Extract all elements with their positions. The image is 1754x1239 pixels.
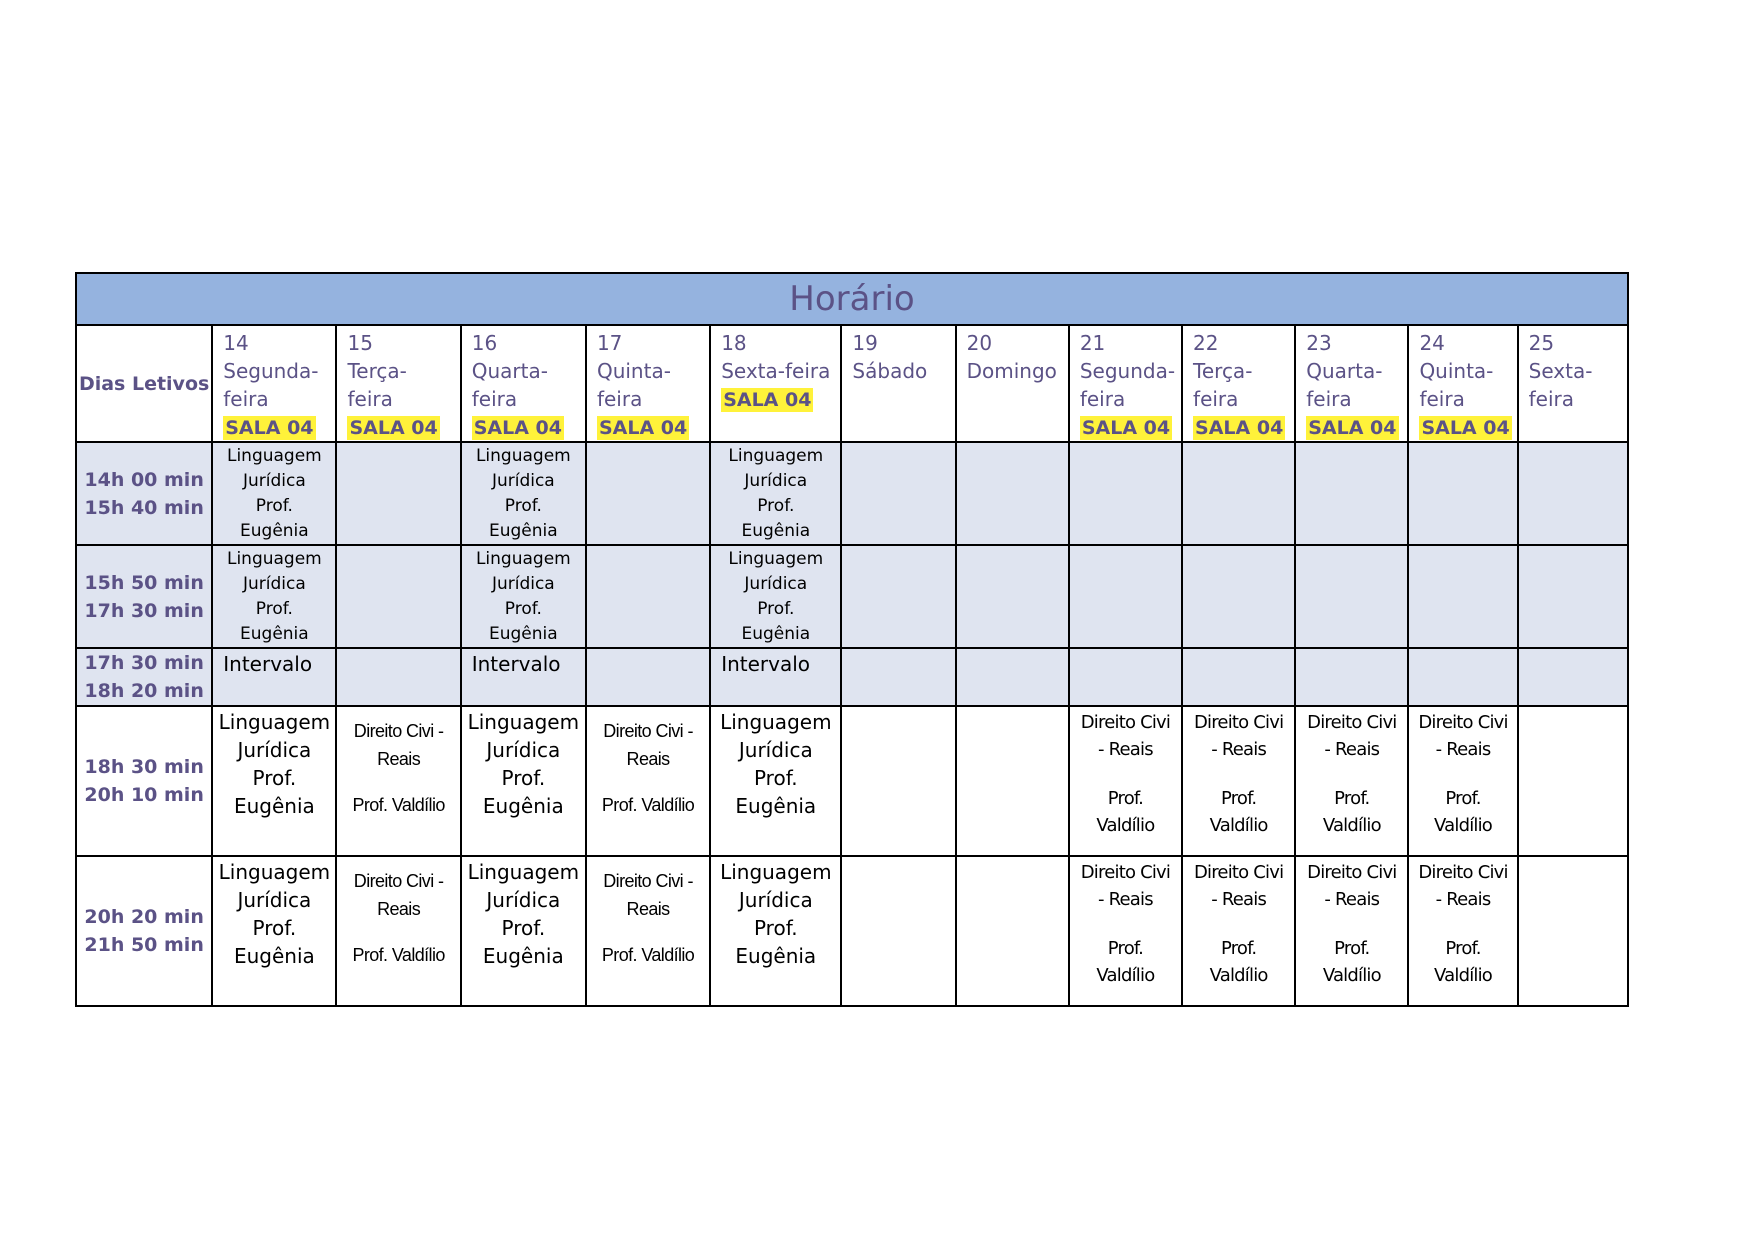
- class-line: Linguagem: [475, 446, 571, 466]
- slot-end: 18h 20 min: [84, 680, 204, 702]
- day-header: [586, 325, 710, 442]
- day-number: 14: [223, 331, 249, 355]
- empty-cell: [1069, 545, 1182, 648]
- spacer: [337, 923, 459, 941]
- day-name: Quinta-: [1419, 359, 1494, 383]
- class-line: - Reais: [1324, 739, 1380, 760]
- class-cell: [1182, 856, 1295, 1006]
- class-line: Jurídica: [744, 471, 808, 491]
- day-name: feira: [1193, 387, 1239, 411]
- day-header: [1408, 325, 1517, 442]
- day-name: feira: [471, 387, 518, 411]
- day-name: Sexta-feira: [721, 359, 831, 383]
- class-line: Prof.: [1107, 788, 1144, 809]
- empty-cell: [1518, 442, 1628, 545]
- empty-cell: [1069, 442, 1182, 545]
- class-line: Prof. Valdílio: [601, 945, 695, 965]
- class-line: Eugênia: [482, 794, 564, 818]
- day-number: 19: [852, 331, 878, 355]
- room-badge: SALA 04: [1308, 417, 1397, 439]
- time-slot: [76, 545, 212, 648]
- slot-start: 17h 30 min: [84, 652, 204, 674]
- class-line: Prof.: [1220, 788, 1257, 809]
- day-header: [336, 325, 460, 442]
- days-header-row: [76, 325, 1628, 442]
- spacer: [1070, 763, 1181, 785]
- class-line: Direito Civi -: [353, 871, 444, 891]
- class-cell: [1069, 856, 1182, 1006]
- day-number: 20: [966, 331, 993, 355]
- empty-cell: [1408, 442, 1517, 545]
- day-header: [1069, 325, 1182, 442]
- room-badge: SALA 04: [598, 417, 688, 439]
- class-line: Prof.: [1220, 938, 1257, 959]
- class-line: Reais: [626, 899, 670, 919]
- empty-cell: [1182, 442, 1295, 545]
- class-line: Prof. Valdílio: [352, 945, 445, 965]
- class-line: Valdílio: [1209, 965, 1268, 986]
- class-cell: [212, 545, 336, 648]
- class-line: Eugênia: [488, 521, 558, 541]
- class-line: Linguagem: [467, 860, 580, 884]
- class-line: Prof.: [753, 766, 798, 790]
- class-line: Eugênia: [735, 794, 817, 818]
- class-cell: [461, 706, 586, 856]
- class-line: Prof. Valdílio: [601, 795, 695, 815]
- class-line: Linguagem: [218, 860, 331, 884]
- empty-cell: [336, 545, 460, 648]
- class-line: - Reais: [1098, 739, 1153, 760]
- class-line: Prof.: [757, 496, 795, 516]
- class-line: Valdílio: [1209, 815, 1268, 836]
- empty-cell: [841, 706, 955, 856]
- empty-cell: [841, 856, 955, 1006]
- empty-cell: [1182, 545, 1295, 648]
- time-slot-row: [76, 545, 1628, 648]
- time-slot-row: [76, 706, 1628, 856]
- empty-cell: [1295, 545, 1408, 648]
- class-line: Direito Civi -: [353, 721, 444, 741]
- slot-start: 14h 00 min: [84, 468, 204, 491]
- slot-end: 21h 50 min: [84, 934, 204, 956]
- class-line: - Reais: [1435, 889, 1491, 910]
- class-line: Valdílio: [1322, 965, 1381, 986]
- schedule-title: Horário: [76, 273, 1628, 325]
- empty-cell: [336, 442, 460, 545]
- day-name: Segunda-: [223, 359, 319, 383]
- class-line: Prof.: [252, 766, 297, 790]
- time-slot: [76, 648, 212, 706]
- class-cell: [461, 545, 586, 648]
- empty-cell: [1518, 856, 1628, 1006]
- slot-start: 15h 50 min: [84, 571, 204, 594]
- class-line: Prof.: [504, 496, 542, 516]
- empty-cell: [841, 545, 955, 648]
- class-line: Eugênia: [741, 521, 811, 541]
- day-name: Domingo: [966, 359, 1057, 383]
- class-line: Reais: [377, 899, 421, 919]
- class-line: - Reais: [1435, 739, 1491, 760]
- class-line: Eugênia: [233, 794, 315, 818]
- class-line: Valdílio: [1434, 965, 1493, 986]
- class-line: Prof.: [1445, 788, 1481, 809]
- class-line: Prof.: [255, 496, 293, 516]
- empty-cell: [1408, 545, 1517, 648]
- class-line: Eugênia: [735, 944, 817, 968]
- spacer: [1409, 763, 1516, 785]
- class-line: Valdílio: [1322, 815, 1381, 836]
- day-name: Terça-: [347, 359, 407, 383]
- class-line: Direito Civi: [1418, 712, 1508, 733]
- day-number: 16: [471, 331, 498, 355]
- class-line: Linguagem: [728, 549, 824, 569]
- empty-cell: [586, 648, 710, 706]
- day-name: Quinta-: [596, 359, 671, 383]
- class-line: Prof.: [1334, 938, 1370, 959]
- time-slot: [76, 706, 212, 856]
- room-badge: SALA 04: [723, 389, 812, 411]
- class-line: Prof. Valdílio: [352, 795, 445, 815]
- empty-cell: [586, 545, 710, 648]
- time-slot: [76, 442, 212, 545]
- day-header: [841, 325, 955, 442]
- empty-cell: [956, 545, 1069, 648]
- day-header: [1182, 325, 1295, 442]
- class-line: Jurídica: [738, 738, 813, 762]
- interval-cell: Intervalo: [710, 648, 841, 706]
- class-line: - Reais: [1098, 889, 1153, 910]
- class-cell: [461, 856, 586, 1006]
- schedule-body: [76, 442, 1628, 1006]
- class-cell: [710, 545, 841, 648]
- spacer: [1183, 913, 1294, 935]
- class-cell: [586, 706, 710, 856]
- time-slot: [76, 856, 212, 1006]
- empty-cell: [841, 442, 955, 545]
- spacer: [337, 773, 459, 791]
- class-line: Jurídica: [242, 471, 306, 491]
- interval-cell: Intervalo: [461, 648, 586, 706]
- class-line: Jurídica: [491, 574, 555, 594]
- room-badge: SALA 04: [1081, 417, 1171, 439]
- spacer: [1296, 913, 1407, 935]
- spacer: [1070, 913, 1181, 935]
- day-name: Quarta-: [1306, 359, 1383, 383]
- class-line: Linguagem: [720, 710, 832, 734]
- day-header: [212, 325, 336, 442]
- empty-cell: [336, 648, 460, 706]
- room-badge: SALA 04: [225, 417, 314, 439]
- class-line: Direito Civi -: [603, 871, 693, 891]
- class-line: Linguagem: [720, 860, 832, 884]
- slot-end: 20h 10 min: [84, 784, 204, 806]
- class-line: Reais: [377, 749, 421, 769]
- class-cell: [336, 856, 460, 1006]
- class-line: Jurídica: [237, 738, 312, 762]
- class-line: Jurídica: [486, 888, 561, 912]
- day-header: [710, 325, 841, 442]
- class-line: Prof.: [255, 599, 293, 619]
- class-line: - Reais: [1211, 889, 1267, 910]
- class-line: Prof.: [501, 916, 546, 940]
- class-cell: [710, 856, 841, 1006]
- schedule-table: [75, 272, 1629, 1007]
- class-line: Eugênia: [482, 944, 564, 968]
- room-badge: SALA 04: [1195, 417, 1284, 439]
- class-cell: [212, 442, 336, 545]
- class-line: Direito Civi: [1307, 862, 1397, 883]
- class-line: Eugênia: [233, 944, 315, 968]
- day-number: 25: [1528, 331, 1555, 355]
- class-line: Valdílio: [1096, 965, 1155, 986]
- class-cell: [336, 706, 460, 856]
- day-number: 23: [1306, 331, 1332, 355]
- day-name: feira: [1419, 387, 1465, 411]
- class-line: Prof.: [1107, 938, 1144, 959]
- class-line: Jurídica: [491, 471, 555, 491]
- class-cell: [1295, 706, 1408, 856]
- class-line: Prof.: [1334, 788, 1370, 809]
- empty-cell: [586, 442, 710, 545]
- day-name: Sábado: [852, 359, 928, 383]
- room-badge: SALA 04: [1421, 417, 1510, 439]
- spacer: [1409, 913, 1516, 935]
- time-slot-row: [76, 442, 1628, 545]
- day-name: feira: [347, 387, 393, 411]
- class-cell: [1069, 706, 1182, 856]
- day-name: feira: [223, 387, 269, 411]
- day-name: Terça-: [1193, 359, 1253, 383]
- class-cell: [586, 856, 710, 1006]
- empty-cell: [1182, 648, 1295, 706]
- class-cell: [710, 442, 841, 545]
- empty-cell: [956, 706, 1069, 856]
- day-header: [1518, 325, 1628, 442]
- class-line: Linguagem: [226, 446, 322, 466]
- day-number: 15: [347, 331, 373, 355]
- day-header: [461, 325, 586, 442]
- slot-end: 15h 40 min: [84, 496, 204, 519]
- spacer: [1183, 763, 1294, 785]
- class-line: Prof.: [757, 599, 795, 619]
- empty-cell: [956, 442, 1069, 545]
- empty-cell: [1295, 648, 1408, 706]
- day-number: 24: [1419, 331, 1445, 355]
- class-line: Eugênia: [240, 624, 309, 644]
- room-badge: SALA 04: [349, 417, 438, 439]
- empty-cell: [1295, 442, 1408, 545]
- class-line: Linguagem: [475, 549, 571, 569]
- day-name: Sexta-: [1528, 359, 1593, 383]
- day-header: [956, 325, 1069, 442]
- class-line: Eugênia: [741, 624, 811, 644]
- day-name: feira: [1079, 387, 1126, 411]
- class-cell: [1408, 706, 1517, 856]
- class-line: Prof.: [504, 599, 542, 619]
- class-line: Jurídica: [242, 574, 306, 594]
- slot-end: 17h 30 min: [84, 599, 204, 622]
- empty-cell: [1518, 545, 1628, 648]
- class-cell: [212, 706, 336, 856]
- class-line: - Reais: [1324, 889, 1380, 910]
- empty-cell: [1408, 648, 1517, 706]
- day-number: 17: [596, 331, 623, 355]
- class-line: Jurídica: [738, 888, 813, 912]
- day-number: 18: [721, 331, 747, 355]
- class-line: Prof.: [501, 766, 546, 790]
- slot-start: 18h 30 min: [84, 756, 204, 778]
- day-name: Quarta-: [471, 359, 548, 383]
- day-number: 22: [1193, 331, 1219, 355]
- slot-start: 20h 20 min: [84, 906, 204, 928]
- empty-cell: [956, 856, 1069, 1006]
- class-line: - Reais: [1211, 739, 1267, 760]
- empty-cell: [841, 648, 955, 706]
- day-name: feira: [596, 387, 643, 411]
- class-line: Jurídica: [237, 888, 312, 912]
- class-line: Direito Civi: [1080, 712, 1171, 733]
- class-line: Eugênia: [488, 624, 558, 644]
- time-slot-row: [76, 648, 1628, 706]
- class-line: Prof.: [1445, 938, 1481, 959]
- empty-cell: [956, 648, 1069, 706]
- room-badge: SALA 04: [473, 417, 562, 439]
- empty-cell: [1518, 706, 1628, 856]
- class-cell: [461, 442, 586, 545]
- day-name: feira: [1306, 387, 1352, 411]
- day-header: [1295, 325, 1408, 442]
- spacer: [587, 773, 709, 791]
- class-cell: [1408, 856, 1517, 1006]
- class-line: Eugênia: [240, 521, 309, 541]
- class-line: Jurídica: [486, 738, 561, 762]
- spacer: [587, 923, 709, 941]
- class-line: Prof.: [252, 916, 297, 940]
- spacer: [1296, 763, 1407, 785]
- time-slot-row: [76, 856, 1628, 1006]
- class-cell: [1182, 706, 1295, 856]
- class-cell: [212, 856, 336, 1006]
- class-line: Direito Civi: [1080, 862, 1171, 883]
- class-line: Linguagem: [728, 446, 824, 466]
- empty-cell: [1069, 648, 1182, 706]
- class-line: Linguagem: [218, 710, 331, 734]
- class-cell: [710, 706, 841, 856]
- day-name: Segunda-: [1079, 359, 1176, 383]
- class-line: Direito Civi: [1193, 862, 1284, 883]
- class-cell: [1295, 856, 1408, 1006]
- class-line: Prof.: [753, 916, 798, 940]
- school-days-label: Dias Letivos: [76, 325, 212, 442]
- class-line: Jurídica: [744, 574, 808, 594]
- class-line: Direito Civi: [1418, 862, 1508, 883]
- class-line: Linguagem: [467, 710, 580, 734]
- class-line: Direito Civi: [1193, 712, 1284, 733]
- class-line: Reais: [626, 749, 670, 769]
- class-line: Valdílio: [1434, 815, 1493, 836]
- day-name: feira: [1528, 387, 1575, 411]
- empty-cell: [1518, 648, 1628, 706]
- day-number: 21: [1079, 331, 1106, 355]
- class-line: Valdílio: [1096, 815, 1155, 836]
- class-line: Linguagem: [226, 549, 322, 569]
- interval-cell: Intervalo: [212, 648, 336, 706]
- class-line: Direito Civi -: [603, 721, 693, 741]
- class-line: Direito Civi: [1307, 712, 1397, 733]
